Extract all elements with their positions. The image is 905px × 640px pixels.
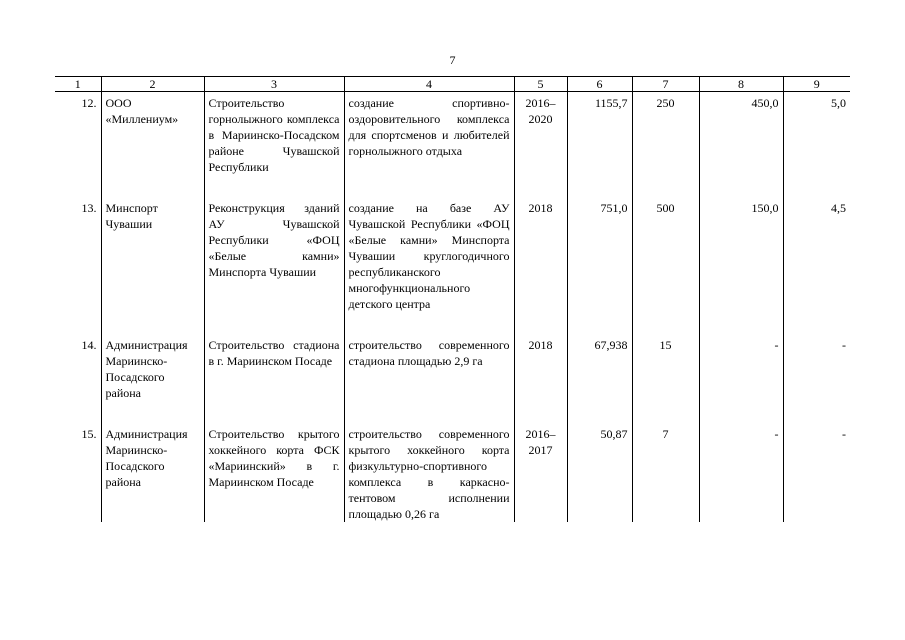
value-cell-6: 50,87 [567, 423, 632, 522]
col-header-4: 4 [344, 77, 514, 92]
value-cell-8: 150,0 [699, 197, 783, 312]
object-cell: Строительство крытого хоккейного корта ФСК «Мариинский» в г. Мариинском Посаде [204, 423, 344, 522]
period-cell: 2016–2017 [514, 423, 567, 522]
col-header-2: 2 [101, 77, 204, 92]
period-cell: 2016–2020 [514, 92, 567, 176]
purpose-cell: создание на базе АУ Чувашской Республики «ФОЦ «Белые камни» Минспорта Чувашии круглогодичного республиканского многофункционального детского центра [344, 197, 514, 312]
row-number: 15. [81, 427, 97, 441]
page-number: 7 [449, 53, 456, 67]
row-number: 12. [81, 96, 97, 110]
purpose-cell: создание спортивно-оздоровительного комплекса для спортсменов и любителей горнолыжного отдыха [344, 92, 514, 176]
col-header-8: 8 [699, 77, 783, 92]
organization-cell: Администрация Мариинско-Посадского района [101, 334, 204, 401]
value-cell-6: 67,938 [567, 334, 632, 401]
row-number: 14. [81, 338, 97, 352]
period-cell: 2018 [514, 334, 567, 401]
value-cell-8: 450,0 [699, 92, 783, 176]
investment-projects-table [55, 76, 850, 522]
value-cell-9: - [783, 423, 850, 522]
purpose-cell: строительство современного крытого хоккейного корта физкультурно-спортивного комплекса в каркасно-тентовом исполнении площадью 0,26 га [344, 423, 514, 522]
header-row [55, 77, 850, 92]
row-number: 13. [81, 201, 97, 215]
row-spacer [55, 401, 850, 423]
table-row [55, 334, 850, 401]
col-header-3: 3 [204, 77, 344, 92]
col-header-5: 5 [514, 77, 567, 92]
col-header-7: 7 [632, 77, 699, 92]
object-cell: Реконструкция зданий АУ Чувашской Республики «ФОЦ «Белые камни» Минспорта Чувашии [204, 197, 344, 312]
col-header-1: 1 [55, 77, 101, 92]
organization-cell: Администрация Мариинско-Посадского района [101, 423, 204, 522]
value-cell-8: - [699, 334, 783, 401]
value-cell-9: 5,0 [783, 92, 850, 176]
value-cell-7: 7 [632, 423, 699, 522]
table-row [55, 197, 850, 312]
value-cell-6: 751,0 [567, 197, 632, 312]
value-cell-7: 250 [632, 92, 699, 176]
table-row [55, 423, 850, 522]
value-cell-7: 500 [632, 197, 699, 312]
period-cell: 2018 [514, 197, 567, 312]
purpose-cell: строительство современного стадиона площадью 2,9 га [344, 334, 514, 401]
organization-cell: Минспорт Чувашии [101, 197, 204, 312]
organization-cell: ООО «Миллениум» [101, 92, 204, 176]
row-spacer [55, 312, 850, 334]
object-cell: Строительство стадиона в г. Мариинском Посаде [204, 334, 344, 401]
value-cell-7: 15 [632, 334, 699, 401]
value-cell-9: 4,5 [783, 197, 850, 312]
object-cell: Строительство горнолыжного комплекса в Мариинско-Посадском районе Чувашской Республики [204, 92, 344, 176]
row-spacer [55, 175, 850, 197]
value-cell-9: - [783, 334, 850, 401]
table-row [55, 92, 850, 176]
col-header-9: 9 [783, 77, 850, 92]
value-cell-6: 1155,7 [567, 92, 632, 176]
value-cell-8: - [699, 423, 783, 522]
col-header-6: 6 [567, 77, 632, 92]
